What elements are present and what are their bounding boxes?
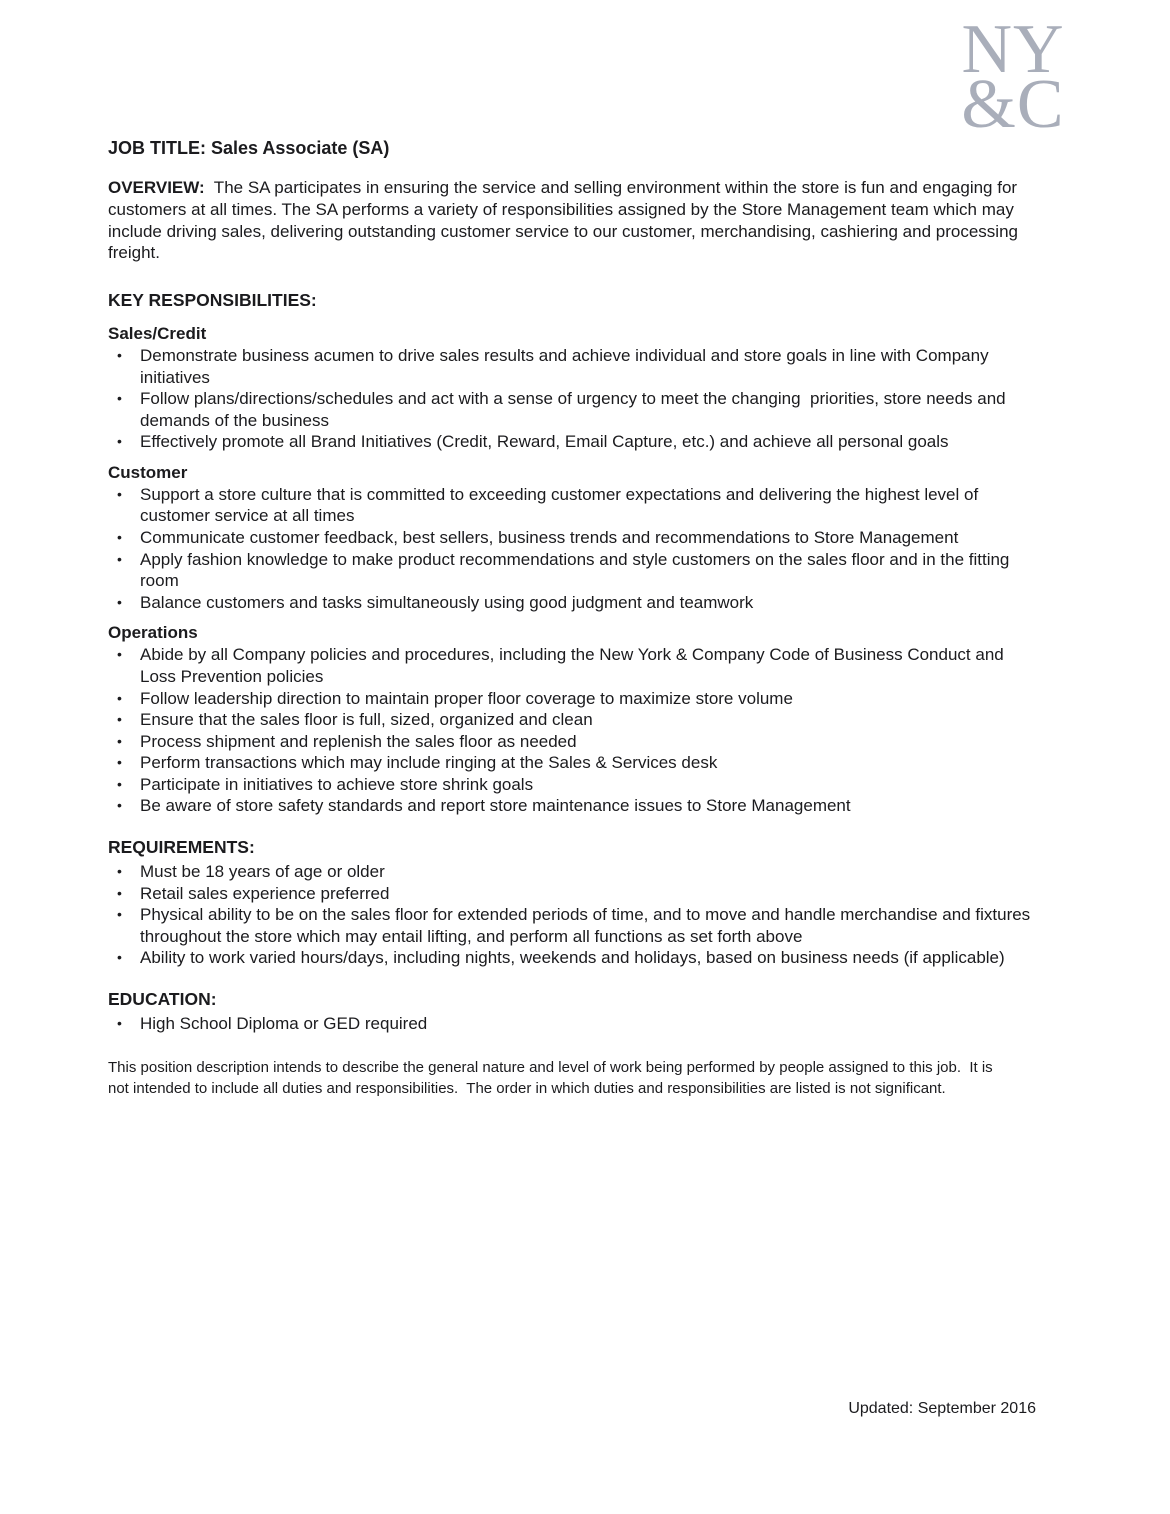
bullet-icon: • xyxy=(117,711,122,728)
list-item: • Balance customers and tasks simultaneously using good judgment and teamwork xyxy=(108,592,1036,614)
list-item: • Abide by all Company policies and procedures, including the New York & Company Code of Business Conduct and Loss Prevention policies xyxy=(108,644,1036,687)
job-title: JOB TITLE: Sales Associate (SA) xyxy=(108,138,390,158)
list-item: • Process shipment and replenish the sales floor as needed xyxy=(108,731,1036,753)
bullet-icon: • xyxy=(117,1014,122,1031)
bullet-icon: • xyxy=(117,433,122,450)
section-heading: Sales/Credit xyxy=(108,324,207,343)
requirements-heading: REQUIREMENTS: xyxy=(108,836,255,857)
list-item: • Physical ability to be on the sales floor for extended periods of time, and to move and handle merchandise and fixtures throughout the store which may entail lifting, and perform all functions as set forth above xyxy=(108,904,1036,947)
bullet-icon: • xyxy=(117,390,122,407)
bullet-icon: • xyxy=(117,593,122,610)
bullet-icon: • xyxy=(117,529,122,546)
overview-label: OVERVIEW: xyxy=(108,178,205,197)
bullet-icon: • xyxy=(117,862,122,879)
list-item: • Demonstrate business acumen to drive sales results and achieve individual and store goals in line with Company initiatives xyxy=(108,345,1036,388)
section-sales-credit xyxy=(108,324,1036,453)
list-item: • Be aware of store safety standards and report store maintenance issues to Store Management xyxy=(108,795,1036,817)
list-item: • Communicate customer feedback, best sellers, business trends and recommendations to Store Management xyxy=(108,527,1036,549)
list-item: • Must be 18 years of age or older xyxy=(108,861,1036,883)
bullet-icon: • xyxy=(117,906,122,923)
bullet-icon: • xyxy=(117,884,122,901)
section-heading: Customer xyxy=(108,462,188,482)
bullet-icon: • xyxy=(117,347,122,363)
bullet-icon: • xyxy=(117,689,122,706)
list-item: • Apply fashion knowledge to make product recommendations and style customers on the sales floor and in the fitting room xyxy=(108,549,1036,592)
bullet-icon: • xyxy=(117,646,122,663)
list-item: • Ensure that the sales floor is full, sized, organized and clean xyxy=(108,709,1036,731)
bullet-icon: • xyxy=(117,775,122,792)
bullet-icon: • xyxy=(117,550,122,567)
bullet-icon: • xyxy=(117,754,122,771)
list-item: • Ability to work varied hours/days, including nights, weekends and holidays, based on business needs (if applicable) xyxy=(108,947,1036,969)
list-item: • Participate in initiatives to achieve store shrink goals xyxy=(108,774,1036,796)
logo-line-ny: NY xyxy=(961,11,1065,88)
nyc-logo xyxy=(948,11,1078,144)
key-responsibilities-heading: KEY RESPONSIBILITIES: xyxy=(108,290,317,310)
document-content xyxy=(108,138,1036,1114)
section-heading: Operations xyxy=(108,623,198,643)
section-requirements xyxy=(108,837,1036,969)
bullet-icon: • xyxy=(117,485,122,502)
updated-date: Updated: September 2016 xyxy=(848,1400,1036,1417)
bullet-icon: • xyxy=(117,797,122,814)
list-item: • Follow leadership direction to maintain proper floor coverage to maximize store volume xyxy=(108,688,1036,710)
list-item: • Perform transactions which may include ringing at the Sales & Services desk xyxy=(108,752,1036,774)
disclaimer-text: This position description intends to describe the general nature and level of work being performed by people assigned to this job. It is not intended to include all duties and responsibilities. The order in which duties and responsibilities are listed is not significant. xyxy=(108,1059,997,1097)
bullet-icon: • xyxy=(117,949,122,966)
list-item: • Support a store culture that is committed to exceeding customer expectations and delivering the highest level of customer service at all times xyxy=(108,484,1036,527)
list-item: • High School Diploma or GED required xyxy=(108,1013,1036,1035)
bullet-icon: • xyxy=(117,732,122,749)
section-customer xyxy=(108,463,1036,613)
section-education xyxy=(108,989,1036,1035)
section-operations xyxy=(108,623,1036,817)
overview-text: The SA participates in ensuring the service and selling environment within the store is fun and engaging for customers at all times. The SA performs a variety of responsibilities assigned by the Store Management team which may include driving sales, delivering outstanding customer service to our customer, merchandising, cashiering and processing freight. xyxy=(108,178,1023,263)
logo-line-andc: &C xyxy=(961,66,1065,144)
list-item: • Retail sales experience preferred xyxy=(108,883,1036,905)
list-item: • Follow plans/directions/schedules and act with a sense of urgency to meet the changing priorities, store needs and demands of the business xyxy=(108,388,1036,431)
education-heading: EDUCATION: xyxy=(108,988,217,1009)
overview-paragraph xyxy=(108,177,1036,264)
list-item: • Effectively promote all Brand Initiatives (Credit, Reward, Email Capture, etc.) and achieve all personal goals xyxy=(108,431,1036,453)
